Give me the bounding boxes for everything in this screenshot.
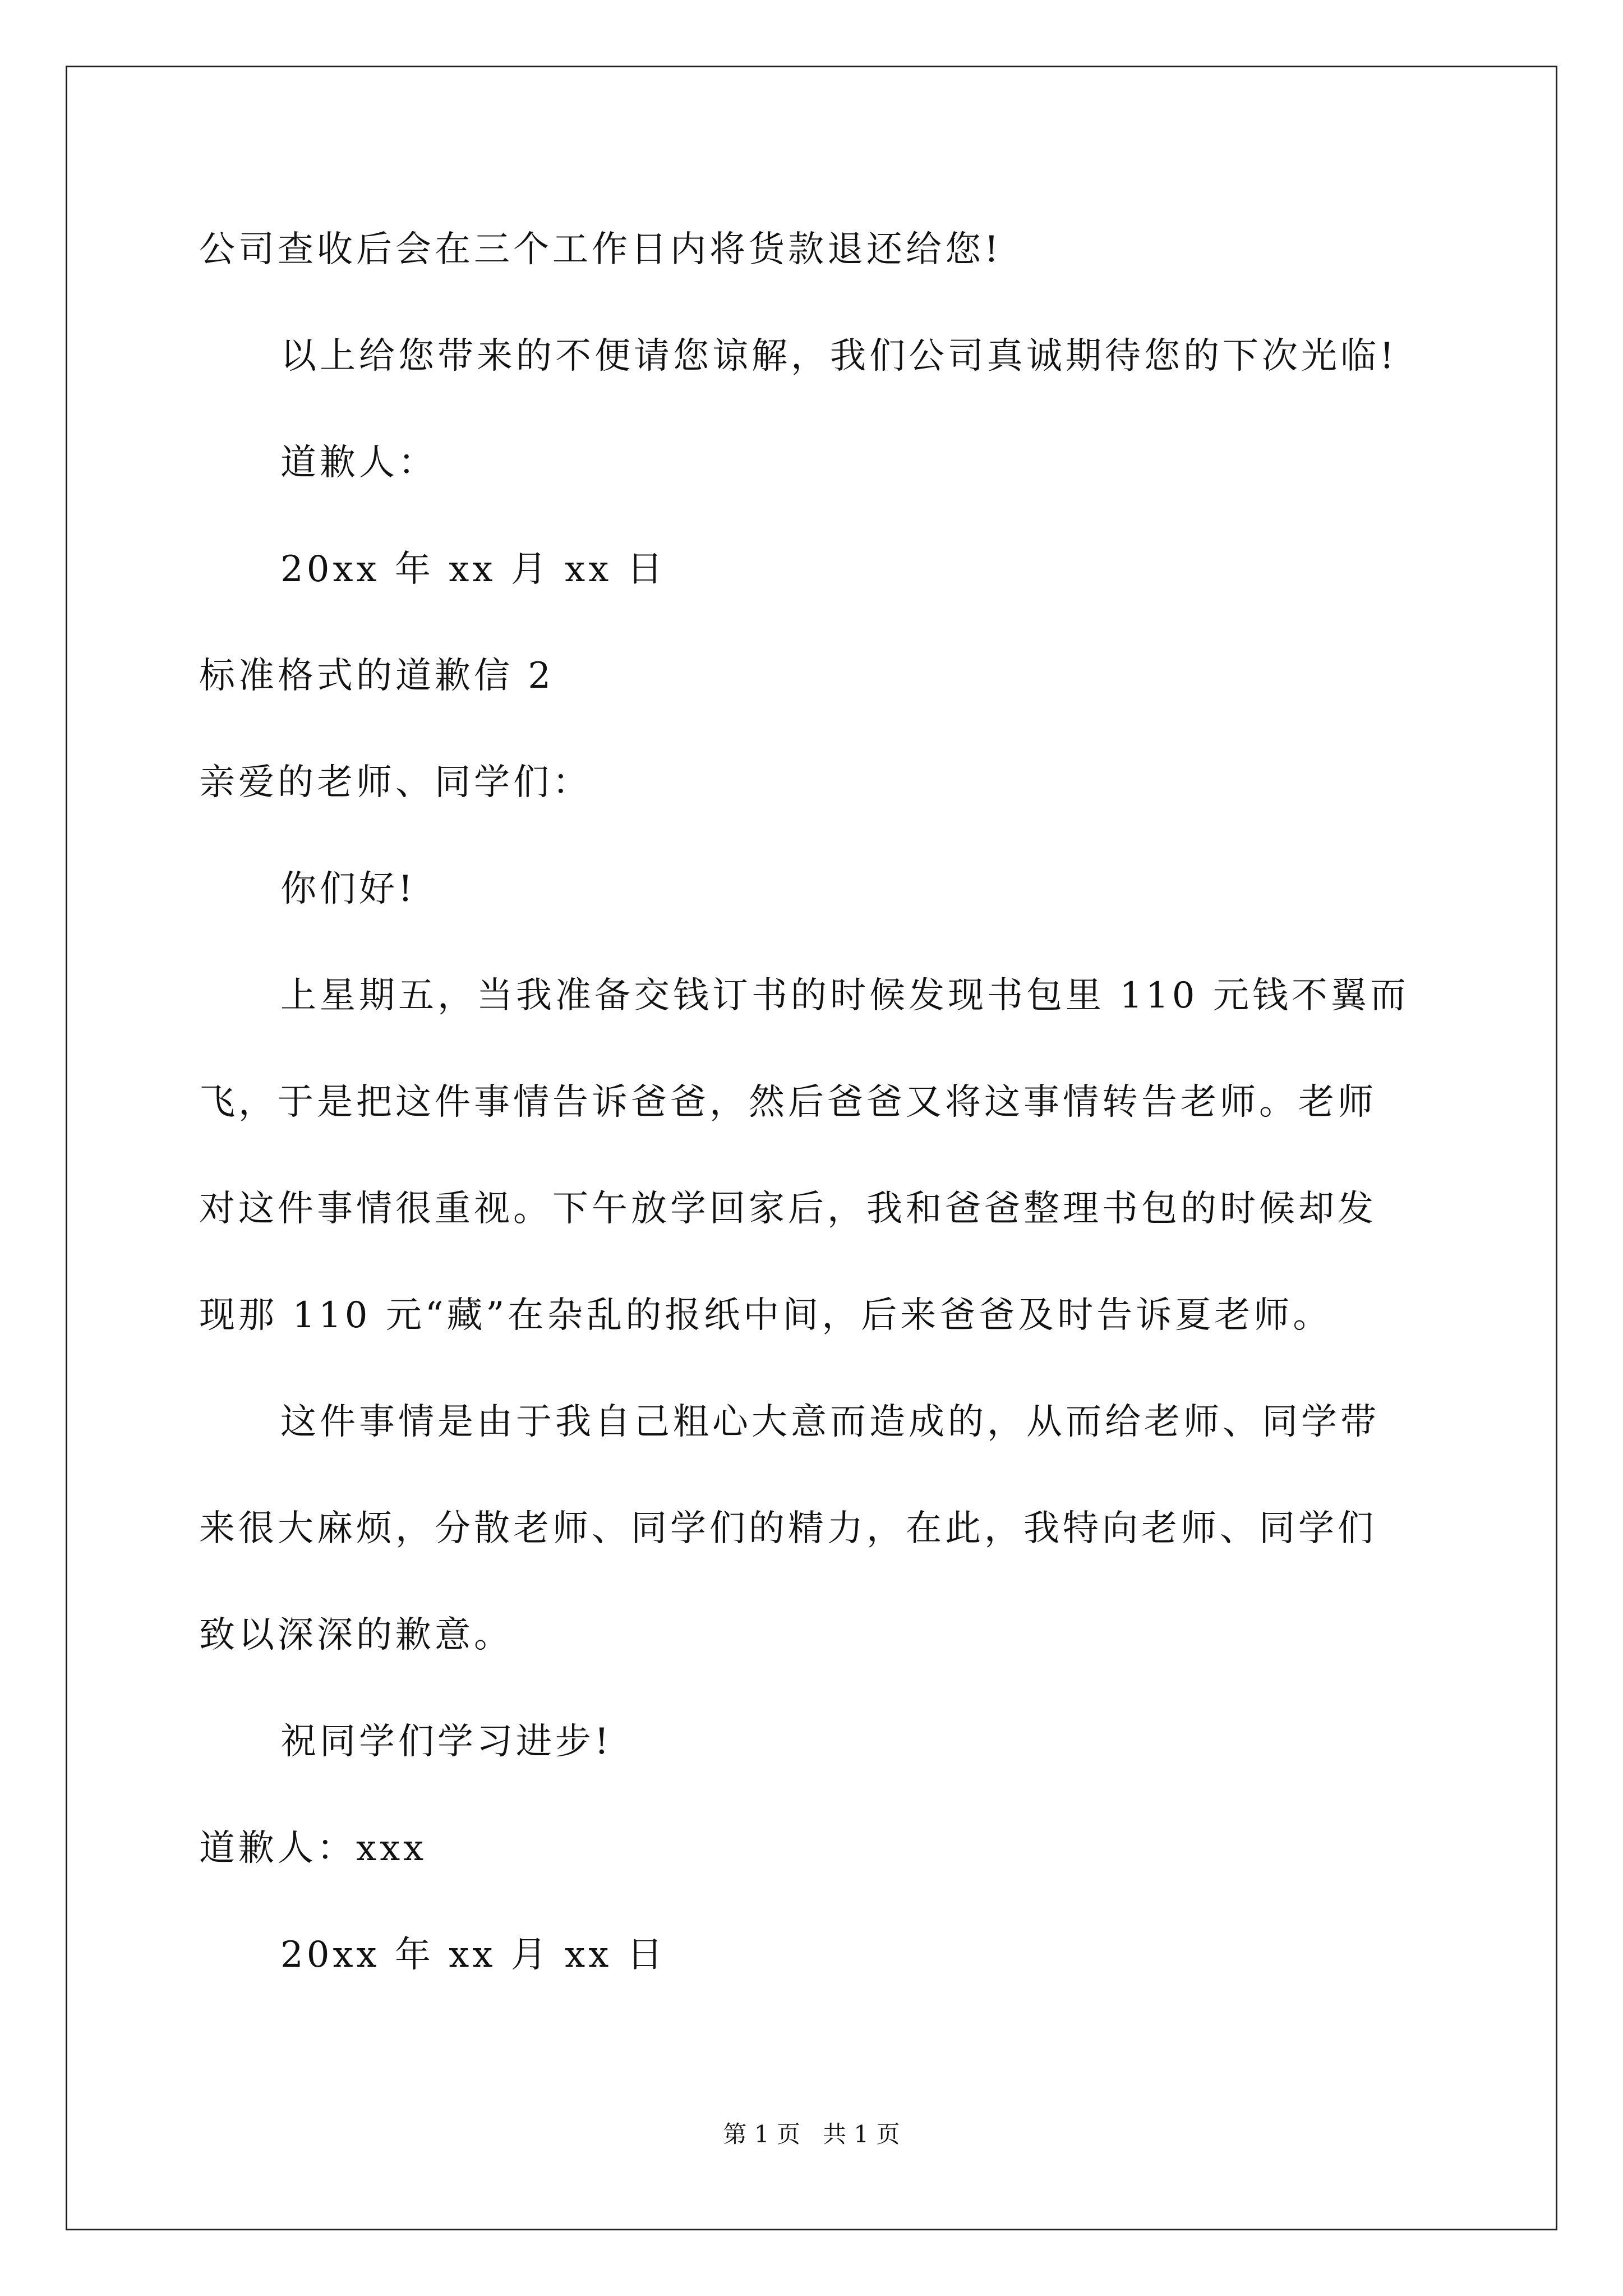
signature-line: 道歉人：xxx [199, 1828, 427, 1869]
text-line: 来很大麻烦，分散老师、同学们的精力，在此，我特向老师、同学们 [199, 1508, 1377, 1549]
text-line: 以上给您带来的不便请您谅解，我们公司真诚期待您的下次光临! [280, 335, 1398, 377]
section-title: 标准格式的道歉信 2 [199, 655, 555, 697]
text-line: 对这件事情很重视。下午放学回家后，我和爸爸整理书包的时候却发 [199, 1188, 1377, 1230]
text-line: 这件事情是由于我自己粗心大意而造成的，从而给老师、同学带 [280, 1401, 1380, 1443]
page-border [66, 66, 1557, 2230]
greeting: 你们好! [280, 868, 416, 910]
text-line: 现那 110 元“藏”在杂乱的报纸中间，后来爸爸及时告诉夏老师。 [199, 1295, 1332, 1336]
text-line: 致以深深的歉意。 [199, 1614, 513, 1656]
text-line: 飞，于是把这件事情告诉爸爸，然后爸爸又将这事情转告老师。老师 [199, 1082, 1377, 1123]
signature-label: 道歉人： [280, 442, 437, 484]
closing-wish: 祝同学们学习进步! [280, 1721, 612, 1763]
text-line: 公司查收后会在三个工作日内将货款退还给您! [199, 229, 1002, 270]
text-line: 上星期五，当我准备交钱订书的时候发现书包里 110 元钱不翼而 [280, 975, 1409, 1016]
page-number-footer: 第 1 页 共 1 页 [723, 2120, 900, 2148]
salutation: 亲爱的老师、同学们： [199, 762, 592, 803]
date-line: 20xx 年 xx 月 xx 日 [280, 549, 666, 590]
date-line: 20xx 年 xx 月 xx 日 [280, 1934, 666, 1976]
